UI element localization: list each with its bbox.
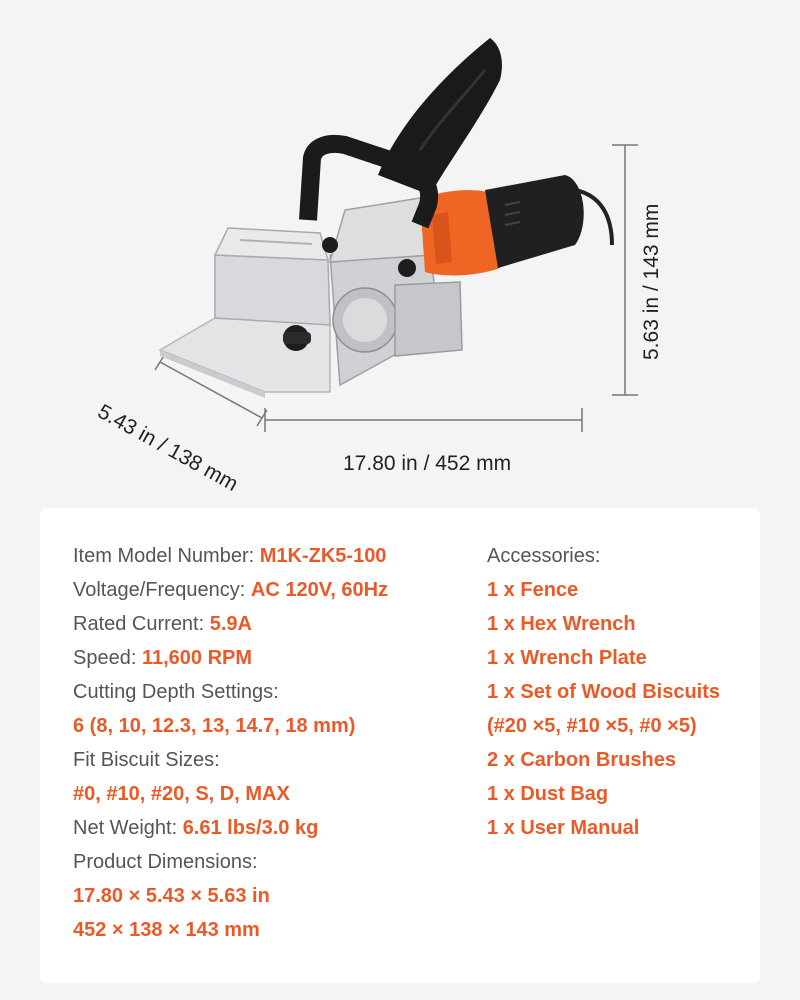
spec-label: Cutting Depth Settings: — [73, 681, 279, 703]
spec-biscuit-sizes-label — [73, 743, 473, 777]
accessory-item: 1 x User Manual — [487, 817, 640, 839]
spec-value: 17.80 × 5.43 × 5.63 in — [73, 885, 270, 907]
spec-label: Rated Current: — [73, 613, 210, 635]
spec-label: Fit Biscuit Sizes: — [73, 749, 220, 771]
spec-dimensions-in — [73, 879, 473, 913]
accessory-item: 2 x Carbon Brushes — [487, 749, 676, 771]
accessory-item: 1 x Set of Wood Biscuits — [487, 681, 720, 703]
spec-value: 452 × 138 × 143 mm — [73, 919, 260, 941]
spec-value: 5.9A — [209, 613, 252, 635]
accessory-item: (#20 ×5, #10 ×5, #0 ×5) — [487, 715, 697, 737]
spec-value: 6 (8, 10, 12.3, 13, 14.7, 18 mm) — [73, 715, 356, 737]
spec-value: #0, #10, #20, S, D, MAX — [73, 783, 290, 805]
spec-label: Net Weight: — [73, 817, 183, 839]
spec-label: Voltage/Frequency: — [73, 579, 251, 601]
spec-value: AC 120V, 60Hz — [250, 579, 389, 601]
spec-rated-current — [73, 607, 473, 641]
spec-dimensions-label — [73, 845, 473, 879]
spec-dimensions-mm — [73, 913, 473, 947]
spec-model-number — [73, 539, 473, 573]
spec-speed — [73, 641, 473, 675]
accessory-item: 1 x Hex Wrench — [487, 613, 636, 635]
spec-label: Product Dimensions: — [73, 851, 258, 873]
depth-dimension-label: 5.43 in / 138 mm — [93, 400, 242, 496]
accessory-item: 1 x Fence — [487, 579, 579, 601]
spec-value: 6.61 lbs/3.0 kg — [182, 817, 319, 839]
spec-value: M1K-ZK5-100 — [259, 545, 387, 567]
spec-card — [40, 508, 760, 983]
spec-net-weight — [73, 811, 473, 845]
accessories-column — [487, 539, 747, 845]
spec-label: Item Model Number: — [73, 545, 260, 567]
spec-biscuit-sizes-value — [73, 777, 473, 811]
width-dimension-label: 17.80 in / 452 mm — [343, 452, 512, 475]
spec-cutting-depth-value — [73, 709, 473, 743]
accessories-heading: Accessories: — [487, 545, 601, 567]
spec-label: Speed: — [73, 647, 142, 669]
accessory-item: 1 x Dust Bag — [487, 783, 609, 805]
spec-voltage — [73, 573, 473, 607]
spec-cutting-depth-label — [73, 675, 473, 709]
spec-value: 11,600 RPM — [141, 647, 253, 669]
accessory-item: 1 x Wrench Plate — [487, 647, 647, 669]
specifications-column — [73, 539, 473, 947]
accessories-title — [487, 539, 747, 573]
height-dimension-label: 5.63 in / 143 mm — [640, 203, 663, 360]
